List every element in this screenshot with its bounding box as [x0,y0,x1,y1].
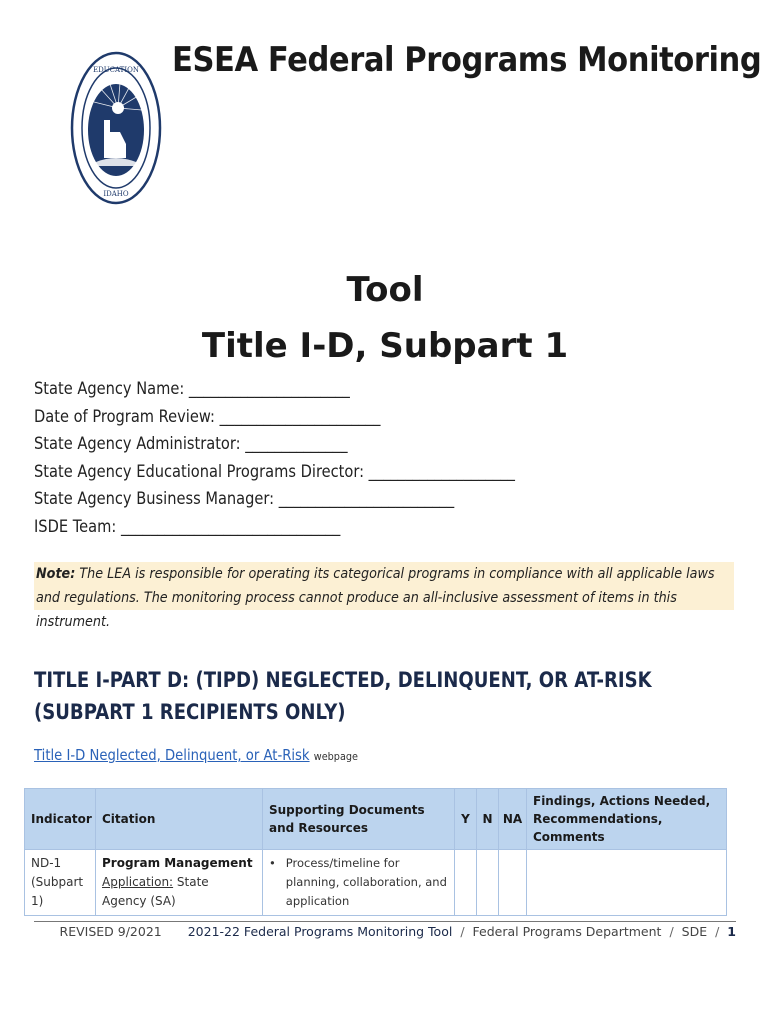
page-number: 1 [727,924,736,939]
header-citation: Citation [96,789,263,850]
header-no: N [477,789,499,850]
isde-team-field: ISDE Team: ______________________________ [34,516,341,537]
indicator-id: ND-1 [31,856,62,870]
table-header-row [25,789,727,850]
citation-application [102,873,256,911]
header-supporting-documents: Supporting Documents and Resources [263,789,455,850]
link-suffix: webpage [313,750,358,763]
header-indicator: Indicator [25,789,96,850]
yes-checkbox-cell[interactable] [455,850,477,916]
citation-cell [96,850,263,916]
state-agency-name-field: State Agency Name: ______________________ [34,379,350,399]
no-checkbox-cell[interactable] [477,850,499,916]
citation-application-label: Application: [102,875,174,889]
page-footer [60,924,736,939]
agency-administrator-field: State Agency Administrator: ______________ [34,434,348,454]
svg-text:EDUCATION: EDUCATION [93,66,139,74]
webpage-link-line [34,746,358,764]
citation-application-value: State Agency (SA) [102,875,209,908]
business-manager-field: State Agency Business Manager: ________________________ [34,489,455,509]
svg-text:IDAHO: IDAHO [103,190,129,198]
indicator-subpart: (Subpart 1) [31,875,84,908]
header-yes: Y [455,789,477,850]
document-subtitle-program: Title I-D, Subpart 1 [201,326,569,366]
footer-separator: / [460,924,465,939]
document-title: ESEA Federal Programs Monitoring [172,40,762,80]
footer-department: Federal Programs Department [472,924,662,939]
supporting-documents-cell [263,850,455,916]
citation-title: Program Management [102,856,253,870]
footer-divider [34,921,736,922]
footer-agency: SDE [681,924,708,939]
programs-director-field: State Agency Educational Programs Director: ____________________ [34,461,515,482]
supporting-document-item: Process/timeline for planning, collaboration, and application [285,856,447,908]
footer-separator: / [715,924,720,939]
footer-revised: REVISED 9/2021 [59,924,162,939]
indicator-cell [25,850,96,916]
not-applicable-checkbox-cell[interactable] [499,850,527,916]
section-heading: TITLE I-PART D: (TIPD) NEGLECTED, DELINQUENT, OR AT-RISK (SUBPART 1 RECIPIENTS ONLY) [34,668,652,724]
note-box [34,562,734,630]
note-text: The LEA is responsible for operating its categorical programs in compliance with all applicable laws and regulations. The monitoring process cannot produce an all-inclusive assessment of items in this instrument. [36,566,715,630]
header-findings: Findings, Actions Needed, Recommendations, Comments [527,789,727,850]
header-not-applicable: NA [499,789,527,850]
program-webpage-link[interactable]: Title I-D Neglected, Delinquent, or At-Risk [34,746,310,764]
idaho-education-seal-logo [70,50,162,206]
agency-info-fields [34,376,593,541]
bullet-icon: • [269,856,276,870]
review-date-field: Date of Program Review: ______________________ [34,406,381,427]
findings-cell[interactable] [527,850,727,916]
document-subtitle-tool: Tool [346,270,424,310]
footer-document-name: 2021-22 Federal Programs Monitoring Tool [187,924,453,939]
table-row [25,850,727,916]
monitoring-table [24,788,727,916]
note-label: Note: [36,566,76,582]
footer-separator: / [669,924,674,939]
